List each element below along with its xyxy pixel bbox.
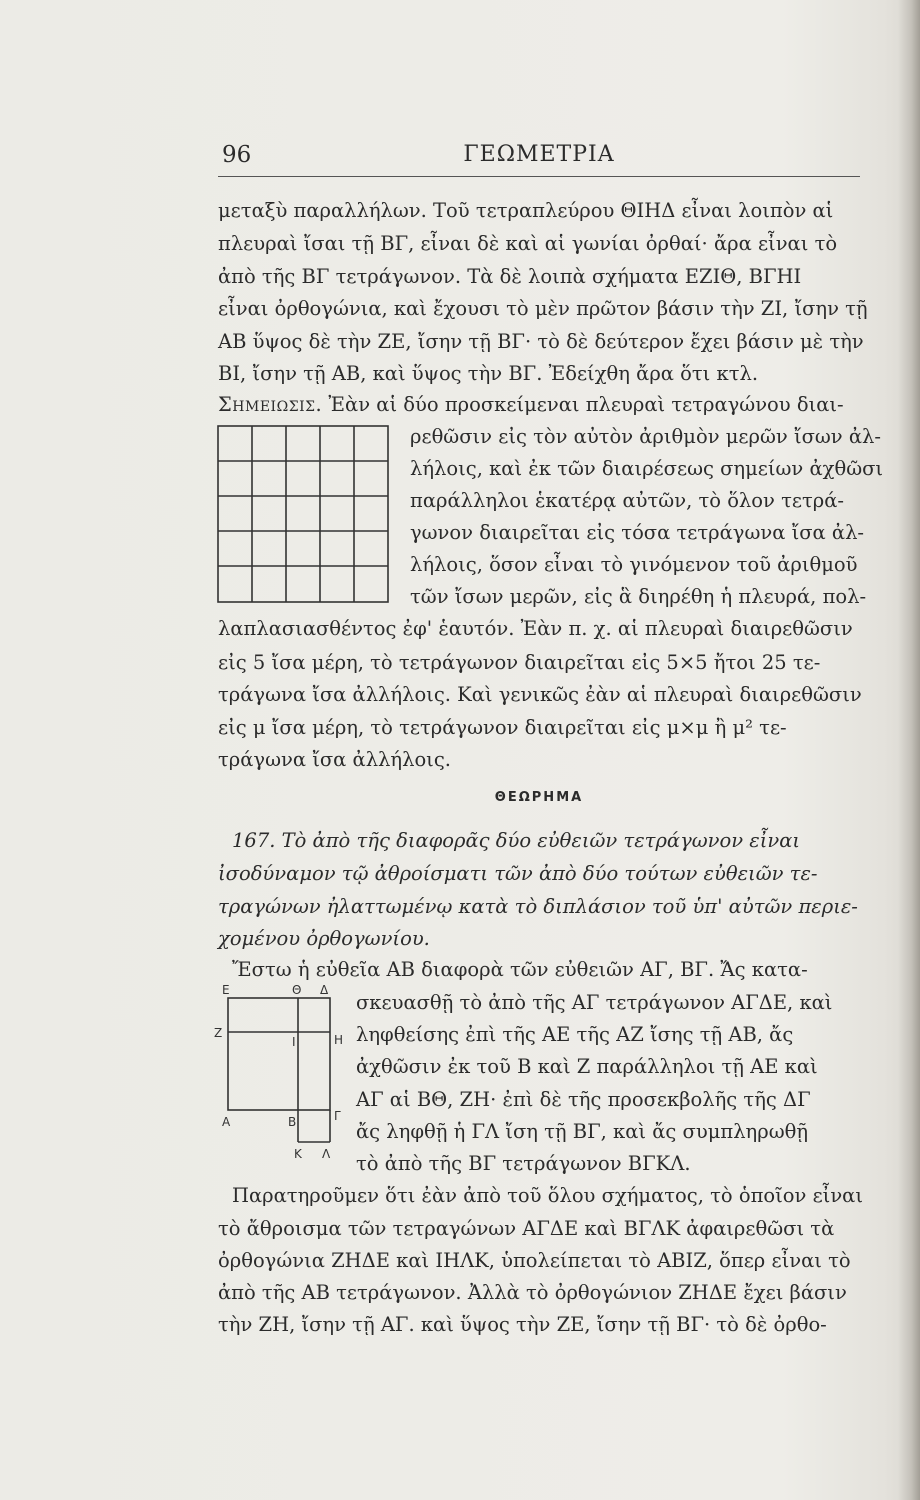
text-line: ἀπὸ τῆς ΑΒ τετράγωνον. Ἀλλὰ τὸ ὀρθογώνιον ΖΗΔΕ ἔχει βάσιν xyxy=(218,1281,847,1304)
text-line: εἶναι ὀρθογώνια, καὶ ἔχουσι τὸ μὲν πρῶτον βάσιν τὴν ΖΙ, ἴσην τῇ xyxy=(218,297,868,320)
label-Lambda: Λ xyxy=(322,1147,331,1161)
text-line: τὸ ἀπὸ τῆς ΒΓ τετράγωνον ΒΓΚΛ. xyxy=(356,1152,691,1175)
page-header xyxy=(218,140,860,177)
label-Gamma: Γ xyxy=(334,1109,341,1123)
theorem-heading: ΘΕΩΡΗΜΑ xyxy=(494,790,584,805)
text-line: εἰς μ ἴσα μέρη, τὸ τετράγωνον διαιρεῖται εἰς μ×μ ἢ μ² τε- xyxy=(218,716,787,739)
text-line: ΑΒ ὕψος δὲ τὴν ΖΕ, ἴσην τῇ ΒΓ· τὸ δὲ δεύτερον ἔχει βάσιν μὲ τὴν xyxy=(218,330,864,353)
text-line: λαπλασιασθέντος ἐφ' ἑαυτόν. Ἐὰν π. χ. αἱ πλευραὶ διαιρεθῶσιν xyxy=(218,617,853,640)
label-Theta: Θ xyxy=(292,983,302,997)
label-Z: Ζ xyxy=(214,1026,223,1040)
label-I: Ι xyxy=(292,1035,296,1049)
text-line: ρεθῶσιν εἰς τὸν αὐτὸν ἀριθμὸν μερῶν ἴσων ἀλ- xyxy=(410,425,881,448)
label-K: Κ xyxy=(294,1147,302,1161)
text-line: λήλοις, ὅσον εἶναι τὸ γινόμενον τοῦ ἀριθμοῦ xyxy=(410,553,858,576)
text-line: λήλοις, καὶ ἐκ τῶν διαιρέσεως σημείων ἀχθῶσι xyxy=(410,457,884,480)
theorem-line: 167. Τὸ ἀπὸ τῆς διαφορᾶς δύο εὐθειῶν τετράγωνον εἶναι xyxy=(232,829,801,852)
text-line: ὀρθογώνια ΖΗΔΕ καὶ ΙΗΛΚ, ὑπολείπεται τὸ ΑΒΙΖ, ὅπερ εἶναι τὸ xyxy=(218,1249,851,1272)
remark-text: Ἐὰν αἱ δύο προσκείμεναι πλευραὶ τετραγώνου διαι- xyxy=(328,393,844,416)
page-number: 96 xyxy=(222,142,252,168)
text-line: ΑΓ αἱ ΒΘ, ΖΗ· ἐπὶ δὲ τῆς προσεκβολῆς τῆς ΔΓ xyxy=(356,1088,811,1111)
text-line: μεταξὺ παραλλήλων. Τοῦ τετραπλεύρου ΘΙΗΔ εἶναι λοιπὸν αἱ xyxy=(218,199,834,222)
theorem-line: χομένου ὀρθογωνίου. xyxy=(218,927,430,950)
remark-label: Σημειωσις. xyxy=(218,393,323,416)
text-line: γωνον διαιρεῖται εἰς τόσα τετράγωνα ἴσα ἀλ- xyxy=(410,521,865,544)
grid-outer-square xyxy=(218,426,388,602)
text-line: τὴν ΖΗ, ἴσην τῇ ΑΓ. καὶ ὕψος τὴν ΖΕ, ἴσην τῇ ΒΓ· τὸ δὲ ὀρθο- xyxy=(218,1313,827,1336)
text-line: ἀπὸ τῆς ΒΓ τετράγωνον. Τὰ δὲ λοιπὰ σχήματα ΕΖΙΘ, ΒΓΗΙ xyxy=(218,265,802,288)
text-line: τράγωνα ἴσα ἀλλήλοις. Καὶ γενικῶς ἐὰν αἱ πλευραὶ διαιρεθῶσιν xyxy=(218,683,862,706)
text-line: ΒΙ, ἴσην τῇ ΑΒ, καὶ ὕψος τὴν ΒΓ. Ἐδείχθη ἄρα ὅτι κτλ. xyxy=(218,362,759,385)
text-line: ληφθείσης ἐπὶ τῆς ΑΕ τῆς ΑΖ ἴσης τῇ ΑΒ, ἄς xyxy=(356,1023,794,1046)
text-line: τὸ ἄθροισμα τῶν τετραγώνων ΑΓΔΕ καὶ ΒΓΛΚ ἀφαιρεθῶσι τὰ xyxy=(218,1217,835,1240)
label-E: Ε xyxy=(222,983,230,997)
text-line: σκευασθῇ τὸ ἀπὸ τῆς ΑΓ τετράγωνον ΑΓΔΕ, καὶ xyxy=(356,991,833,1014)
text-line: τράγωνα ἴσα ἀλλήλοις. xyxy=(218,748,451,771)
theorem-line: ἰσοδύναμον τῷ ἀθροίσματι τῶν ἀπὸ δύο τούτων εὐθειῶν τε- xyxy=(218,862,818,885)
theorem-line: τραγώνων ἠλαττωμένῳ κατὰ τὸ διπλάσιον τοῦ ὑπ' αὐτῶν περιε- xyxy=(218,895,858,918)
label-Delta: Δ xyxy=(320,983,329,997)
text-line: Ἔστω ἡ εὐθεῖα ΑΒ διαφορὰ τῶν εὐθειῶν ΑΓ, ΒΓ. Ἄς κατα- xyxy=(232,958,808,981)
text-line: εἰς 5 ἴσα μέρη, τὸ τετράγωνον διαιρεῖται εἰς 5×5 ἤτοι 25 τε- xyxy=(218,651,821,674)
square-AGDE xyxy=(228,998,330,1110)
text-line: Παρατηροῦμεν ὅτι ἐὰν ἀπὸ τοῦ ὅλου σχήματος, τὸ ὁποῖον εἶναι xyxy=(232,1184,863,1207)
difference-square-figure xyxy=(206,982,356,1162)
remark-first-line xyxy=(218,390,844,420)
text-line: ἄς ληφθῇ ἡ ΓΛ ἴση τῇ ΒΓ, καὶ ἄς συμπληρωθῇ xyxy=(356,1120,809,1143)
text-line: παράλληλοι ἑκατέρᾳ αὐτῶν, τὸ ὅλον τετρά- xyxy=(410,489,844,512)
grid-square-figure xyxy=(214,422,394,608)
label-A: Α xyxy=(222,1115,231,1129)
running-title: ΓΕΩΜΕΤΡΙΑ xyxy=(463,142,615,167)
text-line: ἀχθῶσιν ἐκ τοῦ Β καὶ Ζ παράλληλοι τῇ ΑΕ καὶ xyxy=(356,1055,818,1078)
page-edge-shadow xyxy=(898,0,920,1500)
text-line: τῶν ἴσων μερῶν, εἰς ἃ διηρέθη ἡ πλευρά, πολ- xyxy=(410,585,867,608)
text-line: πλευραὶ ἴσαι τῇ ΒΓ, εἶναι δὲ καὶ αἱ γωνίαι ὀρθαί· ἄρα εἶναι τὸ xyxy=(218,232,838,255)
label-H: Η xyxy=(334,1033,344,1047)
label-B: Β xyxy=(288,1115,297,1129)
